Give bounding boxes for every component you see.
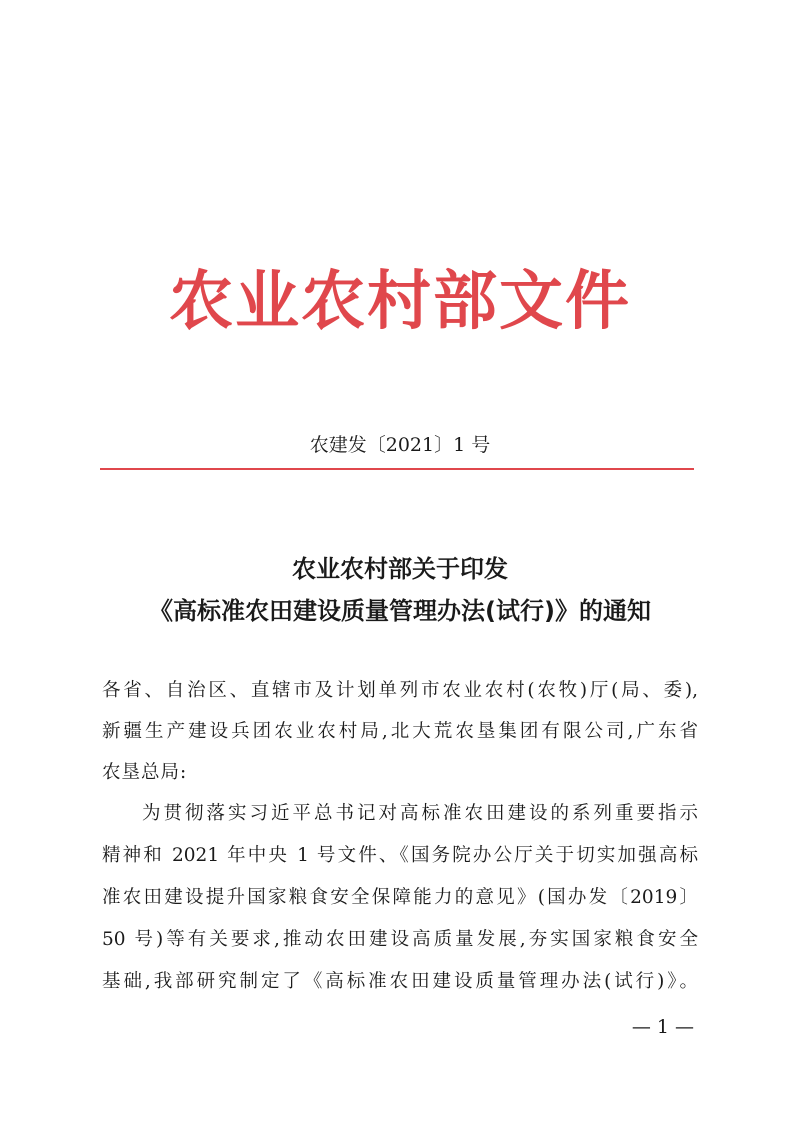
issuing-authority-header: 农业农村部文件 xyxy=(169,265,631,339)
addressee-line-1: 各省、自治区、直辖市及计划单列市农业农村(农牧)厅(局、委), xyxy=(102,680,698,701)
document-title-line-1: 农业农村部关于印发 xyxy=(292,555,508,583)
document-number: 农建发〔2021〕1 号 xyxy=(309,434,491,456)
body-paragraph-line-1: 为贯彻落实习近平总书记对高标准农田建设的系列重要指示 xyxy=(142,803,698,824)
body-paragraph-line-2: 精神和 2021 年中央 1 号文件、《国务院办公厅关于切实加强高标 xyxy=(102,845,698,866)
body-paragraph-line-3: 准农田建设提升国家粮食安全保障能力的意见》(国办发〔2019〕 xyxy=(102,887,698,908)
page-number: — 1 — xyxy=(631,1016,694,1038)
document-title-line-2: 《高标准农田建设质量管理办法(试行)》的通知 xyxy=(149,597,651,625)
addressee-line-3: 农垦总局: xyxy=(102,762,188,783)
body-paragraph-line-4: 50 号)等有关要求,推动农田建设高质量发展,夯实国家粮食安全 xyxy=(102,929,698,950)
red-divider-line xyxy=(100,468,694,470)
addressee-line-2: 新疆生产建设兵团农业农村局,北大荒农垦集团有限公司,广东省 xyxy=(102,721,698,742)
body-paragraph-line-5: 基础,我部研究制定了《高标准农田建设质量管理办法(试行)》。 xyxy=(102,971,698,992)
